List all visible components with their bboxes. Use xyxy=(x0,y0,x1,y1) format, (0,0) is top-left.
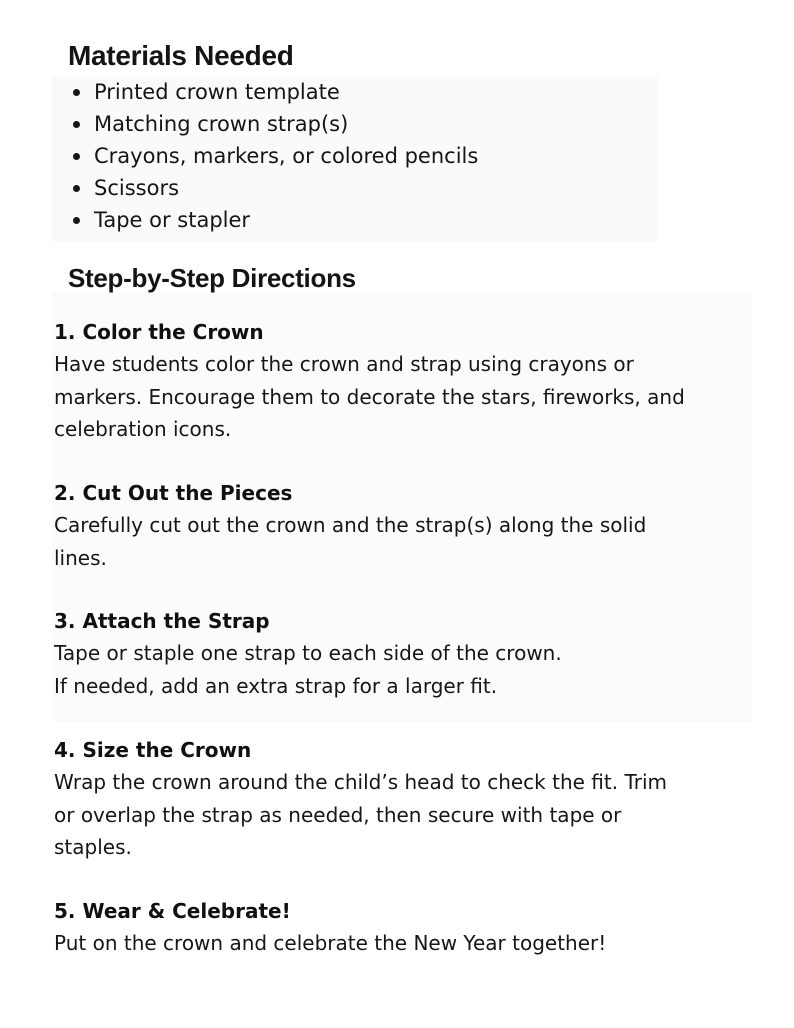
list-item xyxy=(64,108,478,140)
material-item-label: Tape or stapler xyxy=(94,208,251,232)
list-item xyxy=(64,172,478,204)
step-size-crown xyxy=(54,734,734,864)
step-title: 3. Attach the Strap xyxy=(54,609,270,633)
bullet-icon xyxy=(73,153,80,160)
step-title: 2. Cut Out the Pieces xyxy=(54,481,293,505)
step-text-line: Wrap the crown around the child’s head to check the fit. Trim xyxy=(54,770,667,794)
step-text-line: markers. Encourage them to decorate the stars, fireworks, and xyxy=(54,384,685,409)
material-item-label: Crayons, markers, or colored pencils xyxy=(94,144,479,168)
step-text-line: If needed, add an extra strap for a larger fit. xyxy=(54,673,498,698)
materials-list xyxy=(64,76,478,236)
bullet-icon xyxy=(73,185,80,192)
step-title: 5. Wear & Celebrate! xyxy=(54,899,291,923)
step-text-line: Have students color the crown and strap using crayons or xyxy=(54,352,634,376)
bullet-icon xyxy=(73,121,80,128)
materials-heading: Materials Needed xyxy=(68,40,294,71)
step-attach-strap xyxy=(54,605,734,702)
list-item xyxy=(64,76,478,108)
list-item xyxy=(64,140,478,172)
step-text-line: celebration icons. xyxy=(54,417,232,441)
step-text-line: Put on the crown and celebrate the New Year together! xyxy=(54,931,607,955)
material-item-label: Matching crown strap(s) xyxy=(94,112,349,136)
step-text-line: Tape or staple one strap to each side of the crown. xyxy=(54,641,562,665)
list-item xyxy=(64,204,478,236)
material-item-label: Printed crown template xyxy=(94,80,340,104)
step-text-line: staples. xyxy=(54,835,132,859)
step-text-line: or overlap the strap as needed, then secure with tape or xyxy=(54,802,622,827)
material-item-label: Scissors xyxy=(94,176,180,200)
directions-heading: Step-by-Step Directions xyxy=(68,263,356,293)
bullet-icon xyxy=(73,89,80,96)
step-cut-out xyxy=(54,477,734,574)
step-title: 4. Size the Crown xyxy=(54,738,252,762)
step-color-crown xyxy=(54,316,734,446)
step-wear-celebrate xyxy=(54,895,734,960)
step-text-line: lines. xyxy=(54,545,107,570)
bullet-icon xyxy=(73,217,80,224)
step-title: 1. Color the Crown xyxy=(54,320,264,344)
step-text-line: Carefully cut out the crown and the strap(s) along the solid xyxy=(54,513,647,537)
